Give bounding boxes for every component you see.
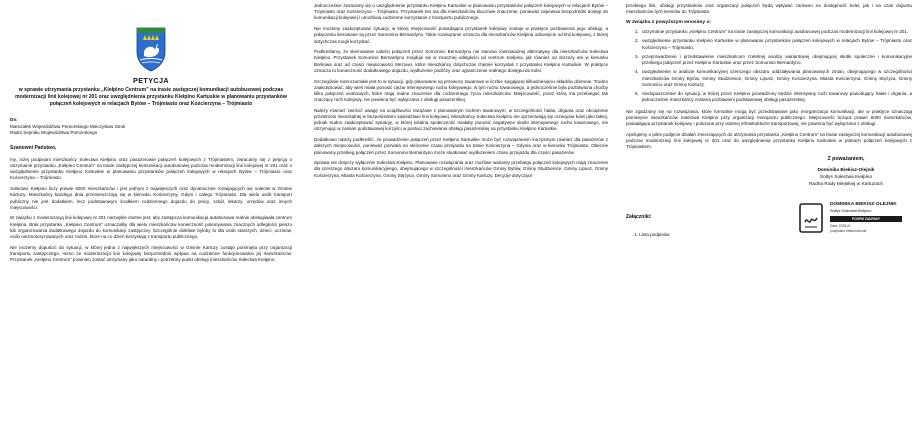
paragraph: Podkreślamy, że skierowanie całości połączeń przez Somonino Bernardyno nie stanowi równoważnej alternatywy dla mieszkańców Sołectwa Kiełpino. Przystanek Somonino Bernardyno znajduje się w znacznej odległości od centrum Kiełpina, jak również od obrzeży wsi w kierunku Borkowa oraz od części miejscowości Mezowo, które mieszkańcy dotychczas chętnie korzystali z przystanku Kiełpino Kartuskie. W praktyce oznacza to konieczność dodatkowego dojazdu, wydłużenie podróży oraz ograniczenie realnego dostępu do kolei.	[314, 49, 608, 73]
coat-of-arms-icon	[134, 26, 168, 72]
paragraph: Nie możemy dopuścić do sytuacji, w której jedna z największych miejscowości w Gminie Kartuzy zostaje pominięta przy organizacji transportu zastępczego, mimo że modernizacja linii kolejowej bezpośrednio wpływa na codzienne funkcjonowanie jej mieszkańców. Przystanek „Kiełpino Centrum” powinien zostać utrzymany jako naturalny i potrzebny punkt obsługi mieszkańców Sołectwa Kiełpino.	[10, 244, 292, 263]
list-item: 1. utrzymanie przystanku „Kiełpino Centrum” na trasie zastępczej komunikacji autobusowej podczas modernizacji linii kolejowej nr 201,	[640, 29, 912, 35]
paragraph: Nie możemy zaakceptować sytuacji, w której miejscowość posiadająca przystanek kolejowy zostaje w praktyce pozbawiona jego obsługi, a połączenia kierowane są przez Somonino Bernardyno. Takie rozwiązanie oznacza dla mieszkańców Kiełpina odsunięcie od linii kolejowej, z której dotychczas mogli korzystać.	[314, 26, 608, 44]
signer-role-2: Radna Rady Miejskiej w Kartuzach	[808, 181, 884, 187]
signer-role-1: Sołtys Sołectwa Kiełpino	[819, 175, 873, 180]
signature-title: Sołtys Sołectwa Kiełpino	[830, 209, 872, 214]
list-item: 2. uwzględnienie przystanku Kiełpino Kartuskie w planowaniu przystanków połączeń kolejowych w relacjach Bytów – Trójmiasto oraz Kościerzyna – Trójmiasto,	[640, 38, 912, 50]
column-2	[308, 0, 614, 438]
attachments-label: Załączniki:	[626, 214, 652, 221]
regards-text: Z poważaniem,	[827, 156, 865, 163]
signature-meta-line: Data: 2025-01	[830, 224, 851, 229]
paragraph: Jednocześnie zwracamy się o uwzględnienie przystanku Kiełpino Kartuskie w planowaniu przystanków połączeń kolejowych w relacjach Bytów – Trójmiasto oraz Kościerzyna – Trójmiasto. Przystanek ten ma dla mieszkańców kluczowe znaczenie, ponieważ zapewnia bezpośredni dostęp do komunikacji kolejowej i umożliwia codzienne korzystanie z transportu publicznego.	[314, 3, 608, 21]
paragraph: przebiegu linii, obsługi przystanków oraz organizacji połączeń będą wpływać zarówno na dostępność kolei, jak i na czas dojazdu mieszkańców tych terenów do Trójmiasta.	[626, 3, 912, 15]
signature-document-icon	[798, 202, 826, 234]
addressee-line-2: Radni Sejmiku Województwa Pomorskiego	[10, 130, 98, 136]
signer-name: Dominika Biekisz-Olejnik	[817, 168, 875, 174]
footer-row	[626, 198, 912, 258]
paragraph: my, niżej podpisani mieszkańcy Sołectwa Kiełpino oraz pasażerowie połączeń kolejowych z Trójmiastem, zwracamy się z petycją o utrzymanie przystanku „Kiełpino Centrum” na trasie zastępczej komunikacji autobusowej podczas modernizacji linii kolejowej nr 201 oraz o uwzględnienie przystanku Kiełpino Kartuskie w planowaniu przystanków połączeń kolejowych w relacjach Bytów – Trójmiasto oraz Kościerzyna – Trójmiasto.	[10, 156, 292, 181]
paragraph: Nie zgadzamy się na rozwiązania, które formalnie mogą być przedstawiane jako reorganizacja komunikacji, ale w praktyce oznaczają pominięcie mieszkańców Sołectwa Kiełpino przy organizacji transportu publicznego. Miejscowość licząca prawie 6000 mieszkańców, posiadająca przystanek kolejowy i położona przy istotnej infrastrukturze transportowej, nie powinna być wyłączana z obsługi.	[626, 108, 912, 127]
signoff-block	[776, 156, 916, 188]
paragraph: Sprawa nie dotyczy wyłącznie Sołectwa Kiełpino. Planowane rozwiązania oraz możliwe warianty przebiegu połączeń kolejowych mają znaczenie dla szerszego obszaru komunikacyjnego, obejmującego w szczególności mieszkańców Gminy Bytów, Gminy Studzienice, Gminy Lipusz, Gminy Kościerzyna, Miasta Kościerzyna, Gminy Stężyca, Gminy Somonino oraz Gminy Kartuzy. Decyzje dotyczące	[314, 160, 608, 178]
column-3	[620, 0, 916, 438]
document-subtitle: w sprawie utrzymania przystanku „Kiełpino Centrum” na trasie zastępczej komunikacji autobusowej podczas modernizacji linii kolejowej nr 201 oraz uwzględnienia przystanku Kiełpino Kartuskie w planowaniu przystanków połączeń kolejowych w relacjach Bytów – Trójmiasto oraz Kościerzyna – Trójmiasto	[15, 87, 287, 107]
paragraph: Sołectwo Kiełpino liczy prawie 6000 mieszkańców i jest jednym z największych oraz dynamicznie rozwijających się sołectw w Gminie Kartuzy. Mieszkańcy każdego dnia przemieszczają się w kierunku Kościerzyny, Gdyni i całego Trójmiasta. Dla wielu osób transport publiczny nie jest dodatkiem, lecz podstawowym środkiem codziennego dojazdu do pracy, szkół, lekarzy, urzędów oraz innych miejscowości.	[10, 186, 292, 210]
document-title: PETYCJA	[133, 76, 169, 85]
paragraph: Apelujemy o pilne podjęcie działań zmierzających do utrzymania przystanku „Kiełpino Centrum” na trasie zastępczej komunikacji autobusowej podczas modernizacji linii kolejowej nr 201 oraz do uwzględnienia przystanku Kiełpino Kartuskie w planach połączeń kolejowych z Trójmiastem.	[626, 131, 912, 150]
paragraph: Szczególnie niezrozumiałe jest to w sytuacji, gdy planowane są przewozy towarowe w liczbie sięgającej kilkudziesięciu składów dziennie. Trudno zaakceptować, aby wieś miała ponosić ciężar intensywnego ruchu kolejowego, w tym ruchu towarowego, a jednocześnie była pozbawiona choćby kilku połączeń osobowych, które mają realne znaczenie dla codziennego życia mieszkańców. Miejscowość, przez którą ma przebiegać tak znaczący ruch kolejowy, nie powinna być wyłączana z obsługi pasażerskiej.	[314, 78, 608, 103]
attachment-item: 1. Lista podpisów.	[634, 232, 671, 238]
signature-meta-line: podpisano elektronicznie	[830, 228, 867, 233]
addressee-block	[10, 117, 292, 137]
electronic-signature	[798, 198, 916, 242]
column-1	[0, 0, 300, 438]
addressee-line-1: Marszałek Województwa Pomorskiego Mieczysław Struk	[10, 123, 126, 129]
crest-container	[10, 0, 292, 70]
paragraph: Należy również zwrócić uwagę na uciążliwości związane z planowanym ruchem towarowym, w szczególności hałas, drgania oraz obciążenie przestrzeni mieszkalnej w bezpośrednim sąsiedztwie linii kolejowej. Mieszkańcy Sołectwa Kiełpino nie sprzeciwiają się rozwojowi kolei jako takiej, jednak trudno zaakceptować sytuację, w której lokalna społeczność miałaby ponosić negatywne skutki intensywnego ruchu towarowego, nie otrzymując w zamian podstawowej korzyści w postaci zachowania obsługi pasażerskiej na przystanku Kiełpino Kartuskie.	[314, 107, 608, 132]
signature-badge: PODPIS ZAUFANY	[830, 216, 902, 222]
section-heading: W związku z powyższym wnosimy o:	[626, 19, 712, 25]
paragraph: W związku z modernizacją linii kolejowej nr 201 niezwykle istotne jest, aby zastępcza komunikacja autobusowa realnie obsługiwała centrum Kiełpina. Brak przystanku „Kiełpino Centrum” oznaczałby dla wielu mieszkańców konieczność pokonywania znacznych odległości pieszo lub organizowania dodatkowego dojazdu do komunikacji zastępczej. Szczególnie dotkliwe byłoby to dla osób starszych, dzieci, uczniów, osób niezmotoryzowanych oraz rodzin, które na co dzień korzystają z transportu publicznego.	[10, 215, 292, 240]
signature-name: DOMINIKA BIEKISZ-OLEJNIK	[830, 202, 897, 208]
demands-list	[626, 29, 912, 104]
addressee-label: Do:	[10, 117, 18, 122]
signature-meta	[830, 224, 866, 233]
list-item: 4. uwzględnienie w analizie komunikacyjnej szerszego obszaru oddziaływania planowanych zmian, obejmującego w szczególności mieszkańców Gminy Bytów, Gminy Studzienice, Gminy Lipusz, Gminy Kościerzyna, Miasta Kościerzyna, Gminy Stężyca, Gminy Somonino oraz Gminy Kartuzy,	[640, 69, 912, 88]
list-item: 5. niedopuszczenie do sytuacji, w której przez Kiełpino prowadzony będzie intensywny ruch towarowy powodujący hałas i drgania, a jednocześnie mieszkańcy zostaną pozbawieni podstawowej obsługi pasażerskiej.	[640, 91, 912, 103]
paragraph: Dodatkowo należy podkreślić, że prowadzenie połączeń przez Kiełpino Kartuskie może być rozwiązaniem korzystnym również dla pasażerów z dalszych miejscowości, ponieważ pozwala na skrócenie czasu przejazdu na trasie Kościerzyna – Gdynia oraz w kierunku Trójmiasta. Obecnie planowany przebieg połączeń przez Somonino Bernardyno może skutkować wydłużeniem czasu przejazdu dla części pasażerów.	[314, 137, 608, 155]
list-item: 3. przeprowadzenie i przedstawienie mieszkańcom rzetelnej analizy wariantowej obejmującej skutki społeczne i komunikacyjne przebiegu połączeń przez Kiełpino Kartuskie oraz przez Somonino Bernardyno,	[640, 54, 912, 66]
greeting: Szanowni Państwo,	[10, 144, 57, 151]
